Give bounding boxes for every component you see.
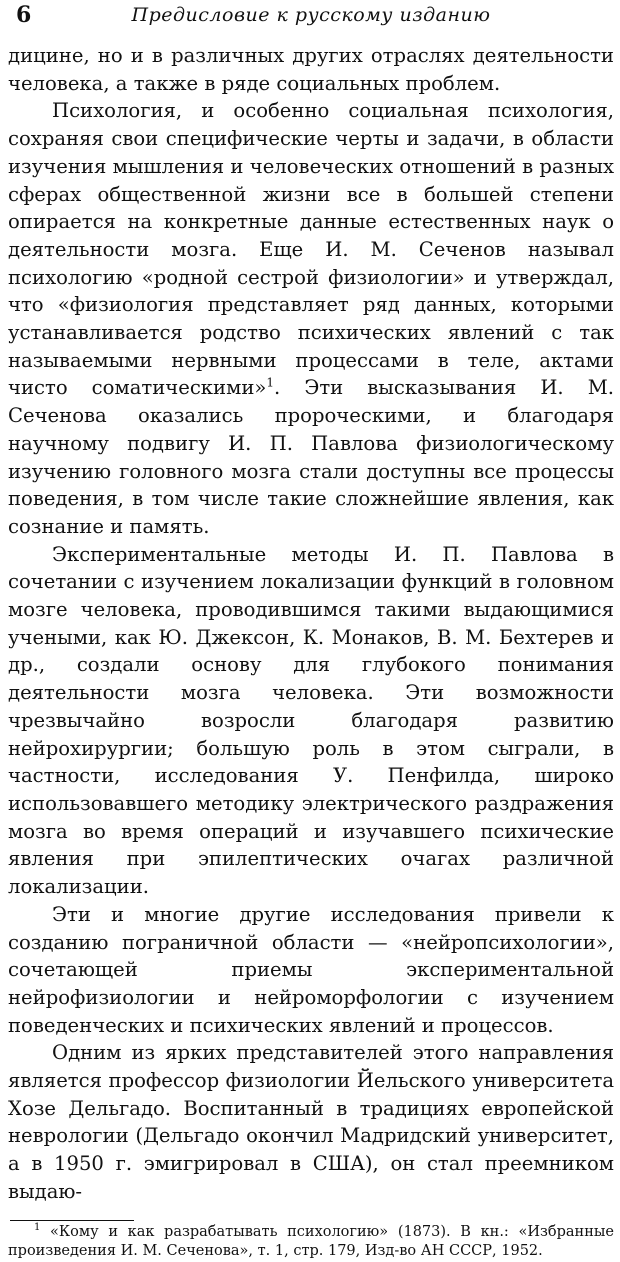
footnote-text: «Кому и как разрабатывать психологию» (1873). В кн.: «Избранные произведения И. М. Сеченова», т. 1, стр. 179, Изд-во АН СССР, 1952. [8,1223,615,1260]
page-number: 6 [16,2,32,28]
body-text [8,42,614,1206]
paragraph: Эти и многие другие исследования привели к созданию пограничной области — «нейропсихологии», сочетающей приемы экспериментальной нейрофизиологии и нейроморфологии с изучением поведенческих и психических явлений и процессов. [8,902,614,1037]
paragraph: Психология, и особенно социальная психология, сохраняя свои специфические черты и задачи, в области изучения мышления и человеческих отношений в разных сферах общественной жизни все в большей степени опирается на конкретные данные естественных наук о деятельности мозга. Еще И. М. Сеченов называл психологию «родной сестрой физиологии» и утверждал, что «физиология представляет ряд данных, которыми устанавливается родство психических явлений с так называемыми нервными процессами в теле, актами чисто соматическими»$^1$. Эти высказывания И. М. Сеченова оказались пророческими, и благодаря научному подвигу И. П. Павлова физиологическому изучению головного мозга стали доступны все процессы поведения, в том числе такие сложнейшие явления, как сознание и память. [8,99,614,538]
footnote-marker: 1 [34,1221,41,1233]
paragraph-text: Психология, и особенно социальная психология, сохраняя свои специфические черты и задачи, в области изучения мышления и человеческих отношений в разных сферах общественной жизни все в большей степени опирается на конкретные данные естественных наук о деятельности мозга. Еще И. М. Сеченов называл психологию «родной сестрой физиологии» и утверждал, что «физиология представляет ряд данных, которыми устанавливается родство психических явлений с так называемыми нервными процессами в теле, актами чисто соматическими» [8,99,614,400]
footnote-reference: 1 [266,375,275,390]
paragraph: Экспериментальные методы И. П. Павлова в сочетании с изучением локализации функций в головном мозге человека, проводившимся такими выдающимися учеными, как Ю. Джексон, К. Монаков, В. М. Бехтерев и др., создали основу для глубокого понимания деятельности мозга человека. Эти возможности чрезвычайно возросли благодаря развитию нейрохирургии; большую роль в этом сыграли, в частности, исследования У. Пенфилда, широко использовавшего методику электрического раздражения мозга во время операций и изучавшего психические явления при эпилептических очагах различной локализации. [8,542,614,899]
page-header [8,0,614,40]
running-title: Предисловие к русскому изданию [131,4,491,26]
paragraph: Одним из ярких представителей этого направления является профессор физиологии Йельского университета Хозе Дельгадо. Воспитанный в традициях европейской неврологии (Дельгадо окончил Мадридский университет, а в 1950 г. эмигрировал в США), он стал преемником выдаю- [8,1041,614,1203]
footnote-divider [10,1220,134,1221]
footnote [8,1223,614,1262]
paragraph-continued: дицине, но и в различных других отраслях деятельности человека, а также в ряде социальных проблем. [8,44,614,95]
paragraph-text: Эти высказывания И. М. Сеченова оказались пророческими, и благодаря научному подвигу И. П. Павлова физиологическому изучению головного мозга стали доступны все процессы поведения, в том числе такие сложнейшие явления, как сознание и память. [8,376,614,538]
